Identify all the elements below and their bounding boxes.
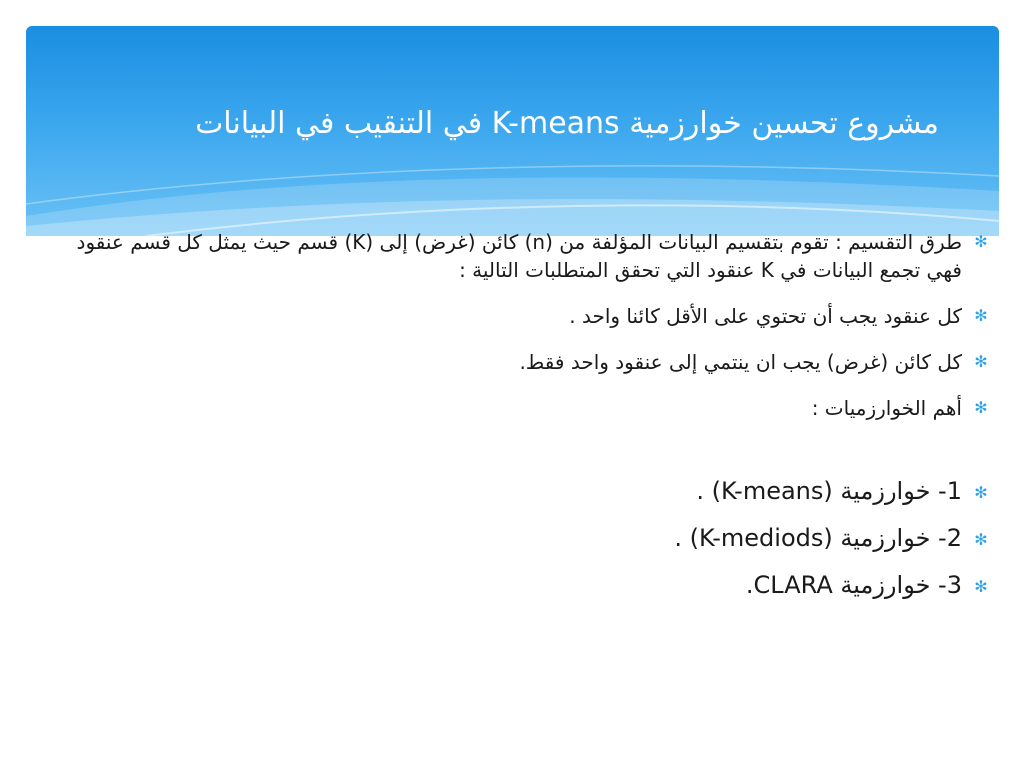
bullet-text: 2- خوارزمية (K-mediods) . xyxy=(674,524,962,552)
asterisk-bullet-icon: ✻ xyxy=(974,398,988,417)
asterisk-bullet-icon: ✻ xyxy=(974,530,988,549)
bullet-item-algorithms-heading xyxy=(40,394,990,422)
bullet-item-kmediods xyxy=(40,523,990,553)
asterisk-bullet-icon: ✻ xyxy=(974,306,988,325)
slide-title: مشروع تحسين خوارزمية K-means في التنقيب في البيانات xyxy=(195,106,939,141)
asterisk-bullet-icon: ✻ xyxy=(974,232,988,251)
bullet-text: طرق التقسيم : تقوم بتقسيم البيانات المؤلفة من (n) كائن (غرض) إلى (K) قسم حيث يمثل كل قسم عنقود فهي تجمع البيانات في K عنقود التي تحقق المتطلبات التالية : xyxy=(76,230,962,282)
bullet-text: 3- خوارزمية CLARA. xyxy=(745,571,962,599)
bullet-text: كل كائن (غرض) يجب ان ينتمي إلى عنقود واحد فقط. xyxy=(519,350,962,374)
asterisk-bullet-icon: ✻ xyxy=(974,483,988,502)
bullet-text: كل عنقود يجب أن تحتوي على الأقل كائنا واحد . xyxy=(569,304,962,328)
slide-header xyxy=(26,26,999,236)
bullet-text: 1- خوارزمية (K-means) . xyxy=(696,477,962,505)
slide-content xyxy=(40,228,990,617)
bullet-item-clara xyxy=(40,570,990,600)
bullet-item-cluster-requirement xyxy=(40,302,990,330)
asterisk-bullet-icon: ✻ xyxy=(974,577,988,596)
bullet-item-object-requirement xyxy=(40,348,990,376)
bullet-item-kmeans xyxy=(40,476,990,506)
asterisk-bullet-icon: ✻ xyxy=(974,352,988,371)
bullet-text: أهم الخوارزميات : xyxy=(811,396,962,420)
bullet-item-partitioning xyxy=(40,228,990,284)
